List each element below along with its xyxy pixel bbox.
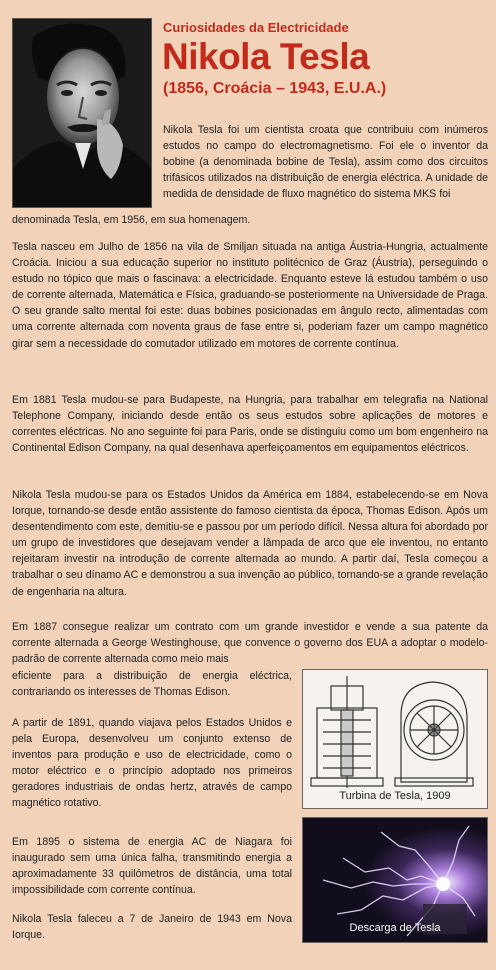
- discharge-caption: Descarga de Tesla: [349, 922, 441, 934]
- tesla-portrait-image: [12, 18, 152, 208]
- discharge-figure: [302, 817, 488, 943]
- portrait-illustration: [13, 19, 151, 207]
- paragraph-birth-education: Tesla nasceu em Julho de 1856 na vila de Smiljan situada na antiga Áustria-Hungria, actualmente Croácia. Iniciou a sua educação superior no instituto politécnico de Graz (Áustria), perseguindo o estudo no tópico que mais o fascinava: a electricidade. Enquanto esteve lá estudou também o uso de corrente alternada, Matemática e Física, graduando-se posteriormente na Universidade de Praga. O seu grande salto mental foi este: duas bobines posicionadas em ângulo recto, alimentadas com uma corrente alternada com noventa graus de fase entre si, poderiam fazer um campo magnético girar sem a necessidade do comutador utilizado em motores de corrente contínua.: [12, 241, 488, 350]
- paragraph-westinghouse-end: eficiente para a distribuição de energia eléctrica, contrariando os interesses de Thomas Edison.: [12, 670, 292, 699]
- paragraph-niagara: Em 1895 o sistema de energia AC de Niagara foi inaugurado sem uma única falha, transmitindo energia a aproximadamente 33 quilómetros de distância, uma total impossibilidade com corrente contínua.: [12, 836, 292, 897]
- turbine-drawing: [303, 670, 487, 808]
- paragraph-usa: Nikola Tesla mudou-se para os Estados Unidos da América em 1884, estabelecendo-se em Nova Iorque, tornando-se desde então assistente do famoso cientista da época, Thomas Edison. Após um desentendimento com este, demitiu-se e passou por um período difícil. Nessa altura foi abordado por um grupo de investidores que desejavam vender a lâmpada de arco que ele inventou, no entanto rejeitaram investir na introdução de corrente alternada ao mundo. A partir daí, Tesla começou a trabalhar o seu dínamo AC e demonstrou a sua invenção ao público, tornando-se a grande revelação de engenharia na altura.: [12, 489, 488, 598]
- paragraph-westinghouse: Em 1887 consegue realizar um contrato com um grande investidor e vende a sua patente da corrente alternada a George Westinghouse, que convence o governo dos EUA a adoptar o modelo-padrão de corrente alternada como meio mais: [12, 621, 488, 666]
- paragraph-inventions: A partir de 1891, quando viajava pelos Estados Unidos e pela Europa, desenvolveu um conjunto extenso de inventos para produção e uso de electricidade, como o motor eléctrico e o princípio adoptado nos primeiros geradores industriais de ondas hertz, através de campo magnético rotativo.: [12, 717, 292, 810]
- page-title: Nikola Tesla: [162, 36, 370, 77]
- turbine-figure: [302, 669, 488, 809]
- page-subtitle: (1856, Croácia – 1943, E.U.A.): [163, 80, 387, 97]
- turbine-caption: Turbina de Tesla, 1909: [339, 790, 451, 802]
- paragraph-budapest-paris: Em 1881 Tesla mudou-se para Budapeste, na Hungria, para trabalhar em telegrafia na National Telephone Company, iniciando desde então os seus estudos sobre aplicações de motores e correntes eléctricas. No ano seguinte foi para Paris, onde se distinguiu como um bom engenheiro na Continental Edison Company, na qual desenhava aperfeiçoamentos em equipamentos eléctricos.: [12, 394, 488, 455]
- section-kicker: Curiosidades da Electricidade: [163, 20, 349, 35]
- paragraph-death: Nikola Tesla faleceu a 7 de Janeiro de 1943 em Nova Iorque.: [12, 913, 292, 942]
- paragraph-intro-end: denominada Tesla, em 1956, em sua homenagem.: [12, 214, 251, 226]
- paragraph-intro: Nikola Tesla foi um cientista croata que contribuiu com inúmeros estudos no campo do electromagnetismo. Foi ele o inventor da bobine (a denominada bobine de Tesla), assim como dos circuitos trifásicos utilizados na distribuição de energia eléctrica. A unidade de medida de densidade de fluxo magnético do sistema MKS foi: [163, 124, 488, 201]
